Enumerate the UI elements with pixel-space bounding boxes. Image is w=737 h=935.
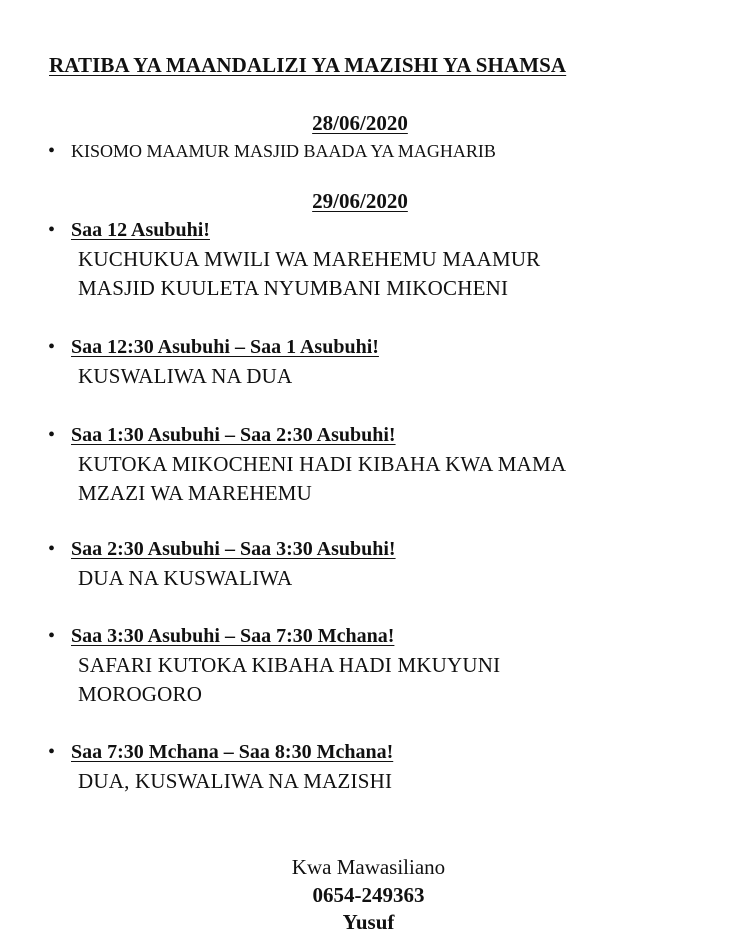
event-description-line: MOROGORO bbox=[78, 682, 203, 706]
bullet-icon: • bbox=[48, 538, 56, 560]
document-title: RATIBA YA MAANDALIZI YA MAZISHI YA SHAMSA bbox=[49, 53, 567, 77]
contact-label: Kwa Mawasiliano bbox=[291, 855, 446, 879]
event-description-line: DUA NA KUSWALIWA bbox=[78, 566, 293, 590]
bullet-icon: • bbox=[48, 625, 56, 647]
event-time: Saa 3:30 Asubuhi – Saa 7:30 Mchana! bbox=[71, 625, 395, 647]
bullet-icon: • bbox=[48, 219, 56, 241]
event-description-line: MZAZI WA MAREHEMU bbox=[78, 481, 313, 505]
date-heading-day2: 29/06/2020 bbox=[312, 189, 408, 213]
bullet-icon: • bbox=[48, 336, 56, 358]
contact-name: Yusuf bbox=[342, 910, 395, 934]
event-description-line: MASJID KUULETA NYUMBANI MIKOCHENI bbox=[78, 276, 509, 300]
event-time: Saa 7:30 Mchana – Saa 8:30 Mchana! bbox=[71, 741, 394, 763]
event-time: Saa 12 Asubuhi! bbox=[71, 219, 210, 241]
event-time: Saa 1:30 Asubuhi – Saa 2:30 Asubuhi! bbox=[71, 424, 396, 446]
event-description-line: SAFARI KUTOKA KIBAHA HADI MKUYUNI bbox=[78, 653, 501, 677]
event-description-line: KUCHUKUA MWILI WA MAREHEMU MAAMUR bbox=[78, 247, 541, 271]
event-description-line: KUSWALIWA NA DUA bbox=[78, 364, 293, 388]
event-description: KISOMO MAAMUR MASJID BAADA YA MAGHARIB bbox=[71, 141, 496, 161]
date-heading-day1: 28/06/2020 bbox=[312, 111, 408, 135]
event-time: Saa 2:30 Asubuhi – Saa 3:30 Asubuhi! bbox=[71, 538, 396, 560]
bullet-icon: • bbox=[48, 424, 56, 446]
bullet-icon: • bbox=[48, 140, 56, 162]
event-description-line: KUTOKA MIKOCHENI HADI KIBAHA KWA MAMA bbox=[78, 452, 567, 476]
contact-phone: 0654-249363 bbox=[312, 883, 425, 907]
bullet-icon: • bbox=[48, 741, 56, 763]
event-description-line: DUA, KUSWALIWA NA MAZISHI bbox=[78, 769, 393, 793]
event-time: Saa 12:30 Asubuhi – Saa 1 Asubuhi! bbox=[71, 336, 379, 358]
